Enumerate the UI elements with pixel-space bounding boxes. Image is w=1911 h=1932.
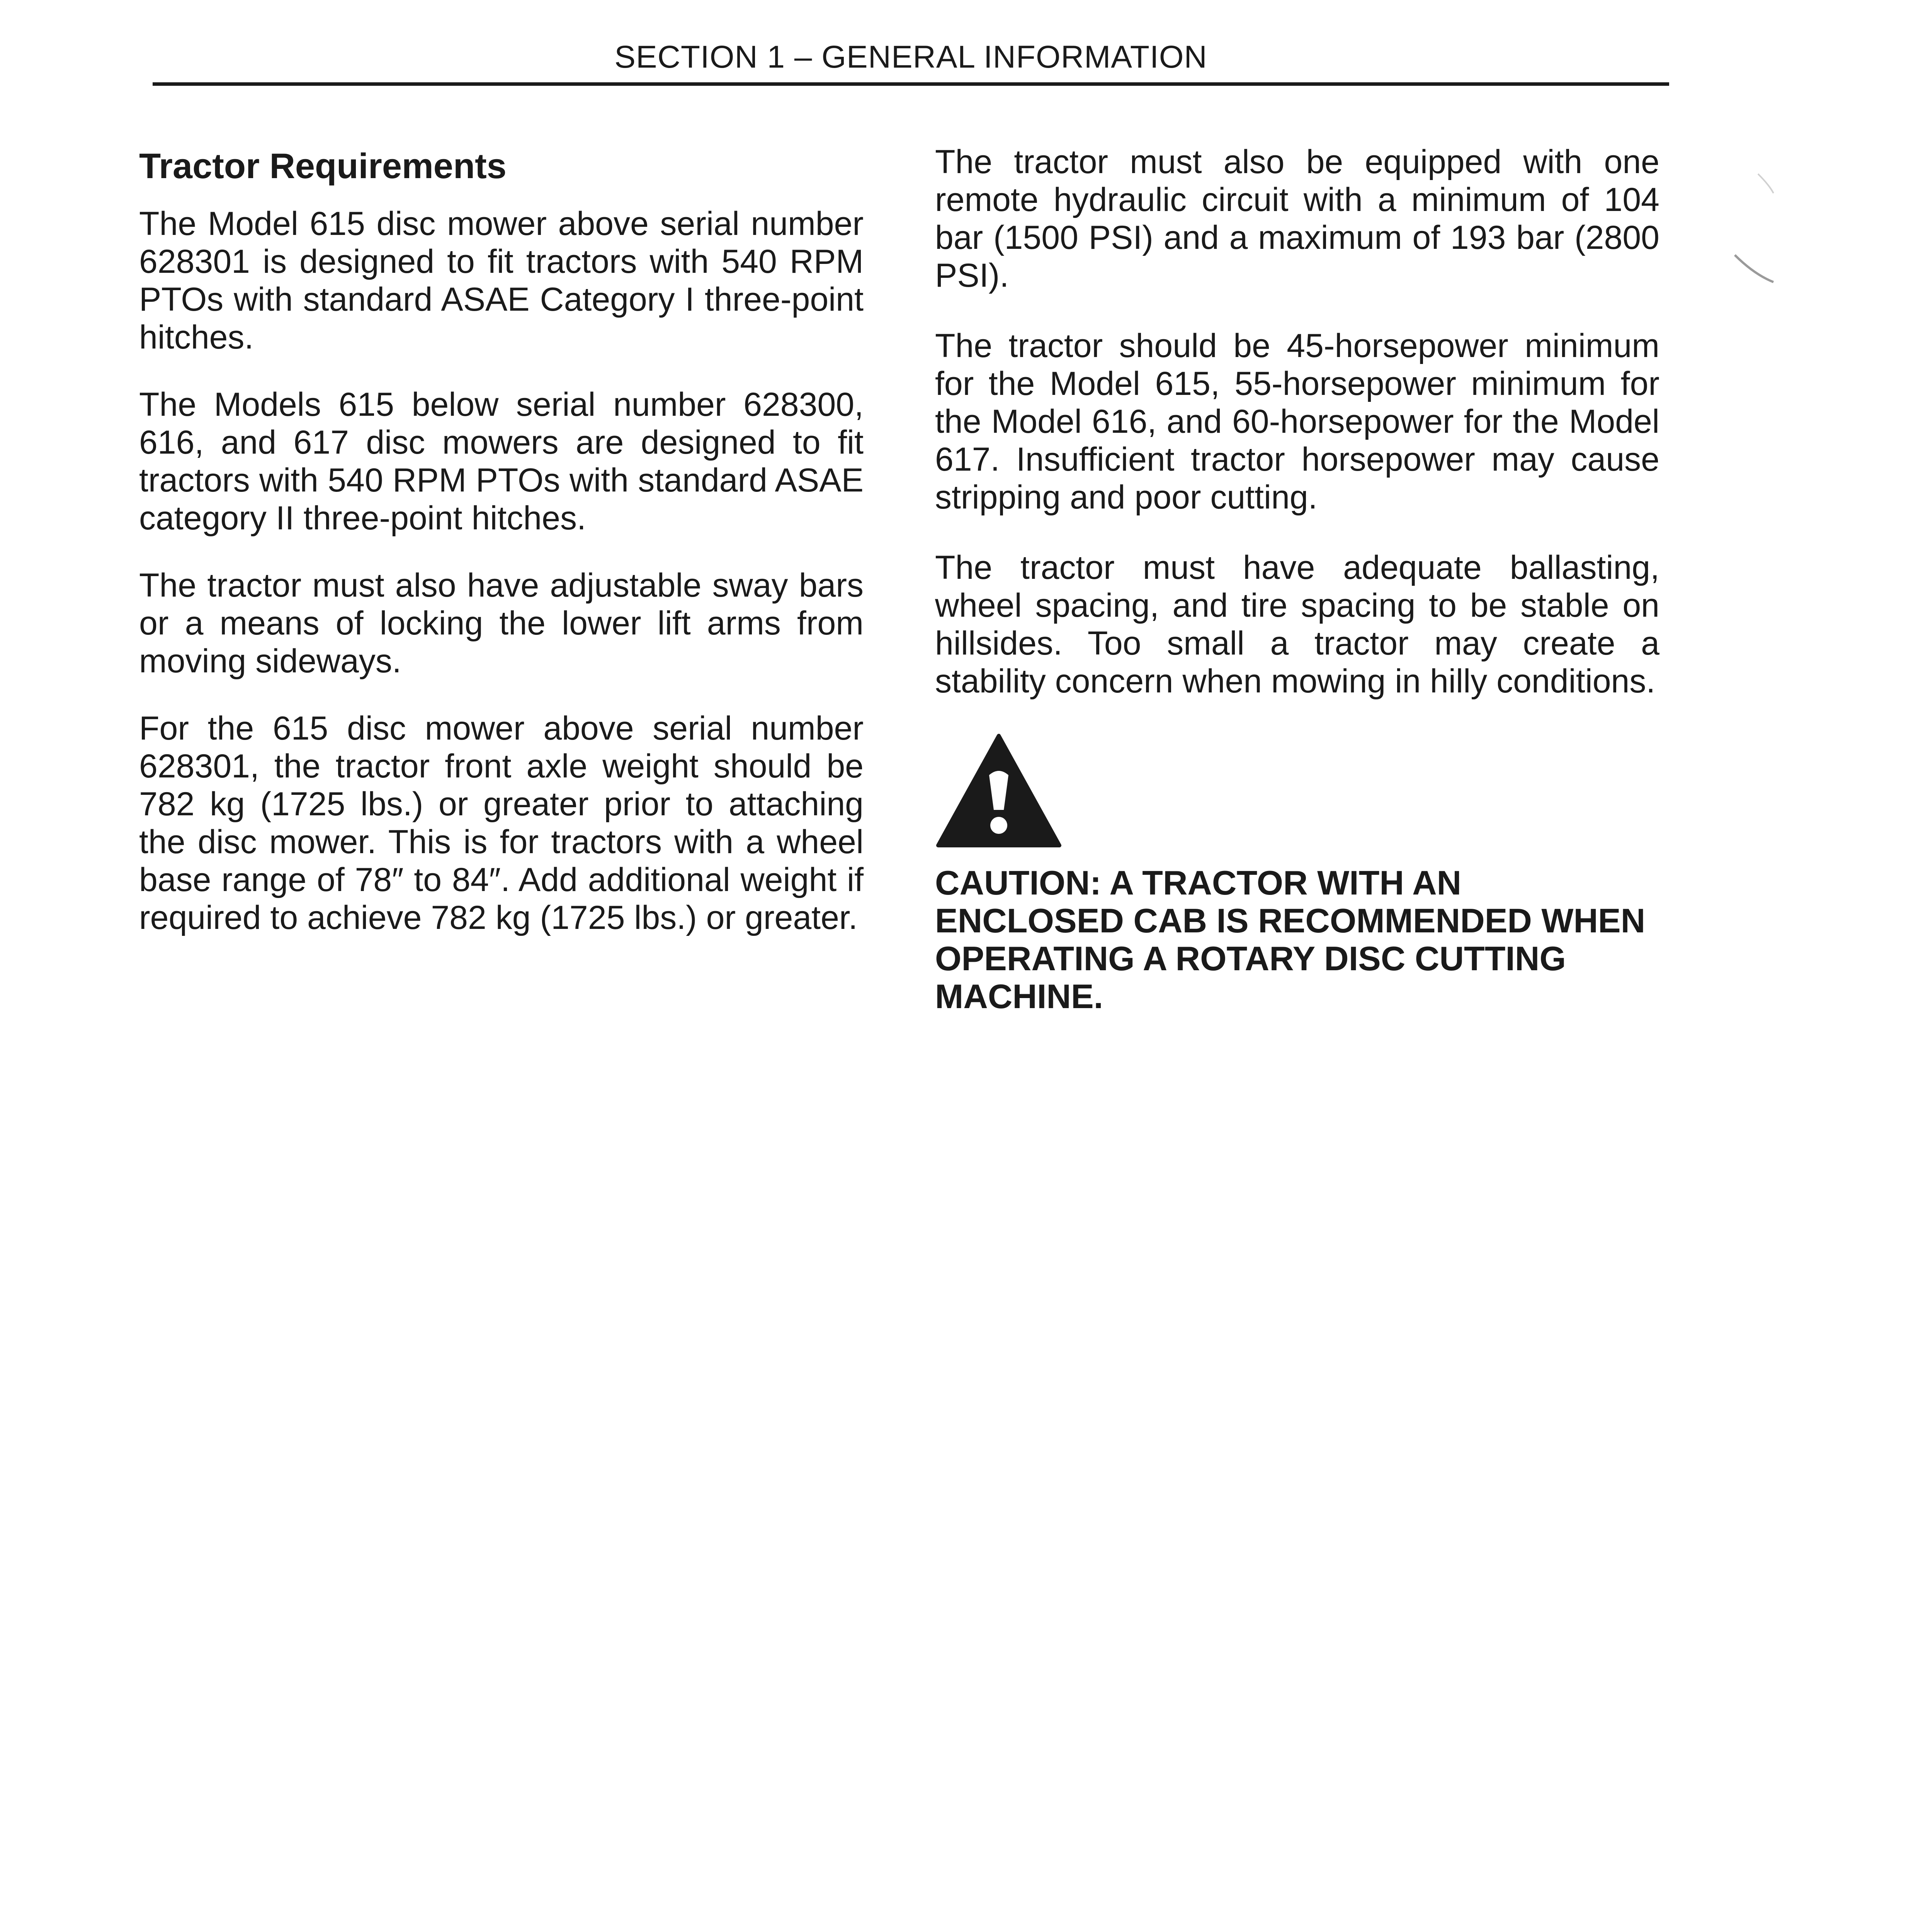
section-heading: Tractor Requirements xyxy=(139,146,507,186)
paragraph-ballasting: The tractor must have adequate ballasting, wheel spacing, and tire spacing to be stable on hillsides. Too small a tractor may create a stability concern when mowing in hilly conditions. xyxy=(935,549,1659,700)
paragraph-front-axle-weight: For the 615 disc mower above serial number 628301, the tractor front axle weight should be 782 kg (1725 lbs.) or greater prior to attaching the disc mower. This is for tractors with a wheel base range of 78″ to 84″. Add additional weight if required to achieve 782 kg (1725 lbs.) or greater. xyxy=(139,710,864,936)
header-divider xyxy=(153,82,1669,86)
paragraph-hydraulic-circuit: The tractor must also be equipped with one remote hydraulic circuit with a minimum of 104 bar (1500 PSI) and a maximum of 193 bar (2800 PSI). xyxy=(935,143,1659,294)
caution-statement: CAUTION: A TRACTOR WITH AN ENCLOSED CAB IS RECOMMENDED WHEN OPERATING A ROTARY DISC CUTTING MACHINE. xyxy=(935,864,1646,1015)
right-column xyxy=(935,143,1659,1015)
paragraph-sway-bars: The tractor must also have adjustable sway bars or a means of locking the lower lift arms from moving sideways. xyxy=(139,567,864,680)
left-column xyxy=(139,143,864,966)
scan-edge-mark xyxy=(1731,170,1777,286)
section-header: SECTION 1 – GENERAL INFORMATION xyxy=(614,39,1207,75)
paragraph-hitch-category-1: The Model 615 disc mower above serial number 628301 is designed to fit tractors with 540 RPM PTOs with standard ASAE Category I three-point hitches. xyxy=(139,205,864,356)
warning-triangle-icon xyxy=(935,733,1063,849)
paragraph-hitch-category-2: The Models 615 below serial number 628300, 616, and 617 disc mowers are designed to fit tractors with 540 RPM PTOs with standard ASAE category II three-point hitches. xyxy=(139,386,864,537)
paragraph-horsepower: The tractor should be 45-horsepower minimum for the Model 615, 55-horsepower minimum for the Model 616, and 60-horsepower for the Model 617. Insufficient tractor horsepower may cause stripping and poor cutting. xyxy=(935,327,1659,516)
